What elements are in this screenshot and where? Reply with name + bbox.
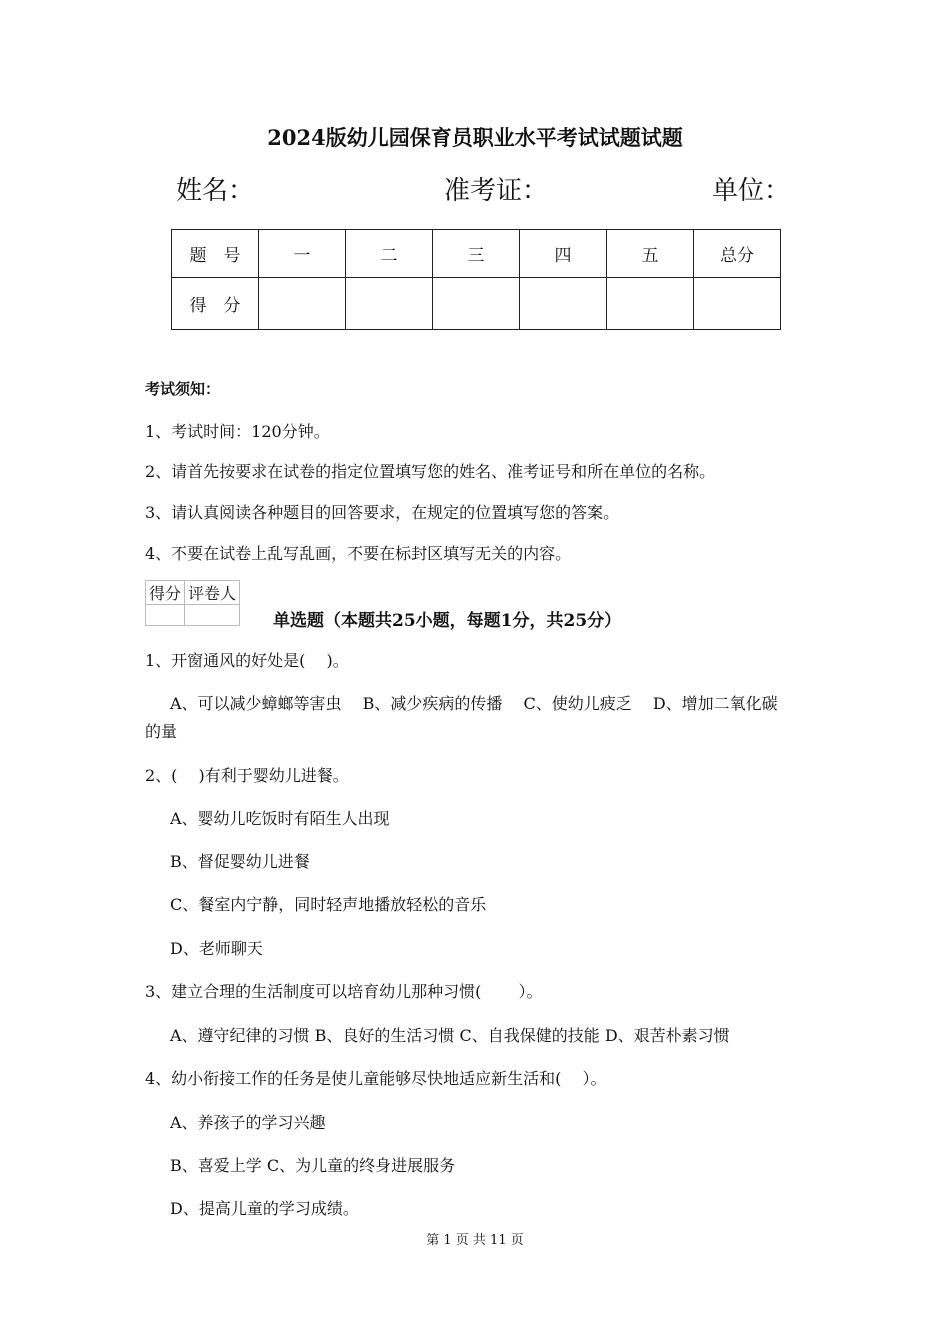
section-heading: 单选题（本题共25小题，每题1分，共25分）	[273, 611, 622, 631]
question-stem: 1、开窗通风的好处是( )。	[145, 651, 349, 670]
notice-heading: 考试须知：	[145, 380, 221, 398]
question-option: B、喜爱上学 C、为儿童的终身进展服务	[170, 1156, 456, 1175]
question-option: C、餐室内宁静，同时轻声地播放轻松的音乐	[170, 895, 487, 914]
score-cell	[259, 278, 346, 330]
notice-item: 2、请首先按要求在试卷的指定位置填写您的姓名、准考证号和所在单位的名称。	[145, 462, 716, 481]
notice-item: 4、不要在试卷上乱写乱画，不要在标封区填写无关的内容。	[145, 544, 572, 563]
score-cell: 一	[259, 230, 346, 278]
question-option: A、婴幼儿吃饭时有陌生人出现	[170, 809, 390, 828]
score-cell: 总分	[694, 230, 781, 278]
score-cell: 三	[433, 230, 520, 278]
grader-score-label: 得分	[146, 581, 185, 605]
grader-score-cell	[146, 605, 185, 626]
question-stem: 3、建立合理的生活制度可以培育幼儿那种习惯( ）。	[145, 982, 543, 1001]
score-cell: 题 号	[172, 230, 259, 278]
notice-item: 3、请认真阅读各种题目的回答要求，在规定的位置填写您的答案。	[145, 503, 620, 522]
score-cell: 四	[520, 230, 607, 278]
score-cell: 得 分	[172, 278, 259, 330]
score-cell	[694, 278, 781, 330]
question-option: A、遵守纪律的习惯 B、良好的生活习惯 C、自我保健的技能 D、艰苦朴素习惯	[170, 1026, 730, 1045]
grader-reviewer-cell	[185, 605, 240, 626]
page-footer: 第 1 页 共 11 页	[426, 1233, 524, 1248]
question-option: A、可以减少蟑螂等害虫 B、减少疾病的传播 C、使幼儿疲乏 D、增加二氧化碳	[170, 694, 778, 713]
score-cell	[433, 278, 520, 330]
score-cell	[520, 278, 607, 330]
exam-id-label: 准考证：	[444, 176, 549, 206]
question-option: 的量	[145, 722, 178, 741]
score-cell: 五	[607, 230, 694, 278]
score-cell	[607, 278, 694, 330]
question-option: D、提高儿童的学习成绩。	[170, 1199, 359, 1218]
question-option: A、养孩子的学习兴趣	[170, 1113, 326, 1132]
score-table-header-row	[172, 230, 781, 278]
unit-label: 单位：	[712, 176, 791, 206]
score-table-score-row	[172, 278, 781, 330]
grader-reviewer-label: 评卷人	[185, 581, 240, 605]
question-stem: 4、幼小衔接工作的任务是使儿童能够尽快地适应新生活和( ）。	[145, 1069, 607, 1088]
grader-box	[145, 580, 240, 626]
score-cell: 二	[346, 230, 433, 278]
name-label: 姓名：	[176, 176, 255, 206]
question-option: D、老师聊天	[170, 939, 263, 958]
score-cell	[346, 278, 433, 330]
page-title: 2024版幼儿园保育员职业水平考试试题试题	[267, 125, 683, 150]
score-table	[171, 229, 781, 330]
question-option: B、督促婴幼儿进餐	[170, 852, 310, 871]
question-stem: 2、( )有利于婴幼儿进餐。	[145, 766, 349, 785]
notice-item: 1、考试时间：120分钟。	[145, 422, 330, 441]
